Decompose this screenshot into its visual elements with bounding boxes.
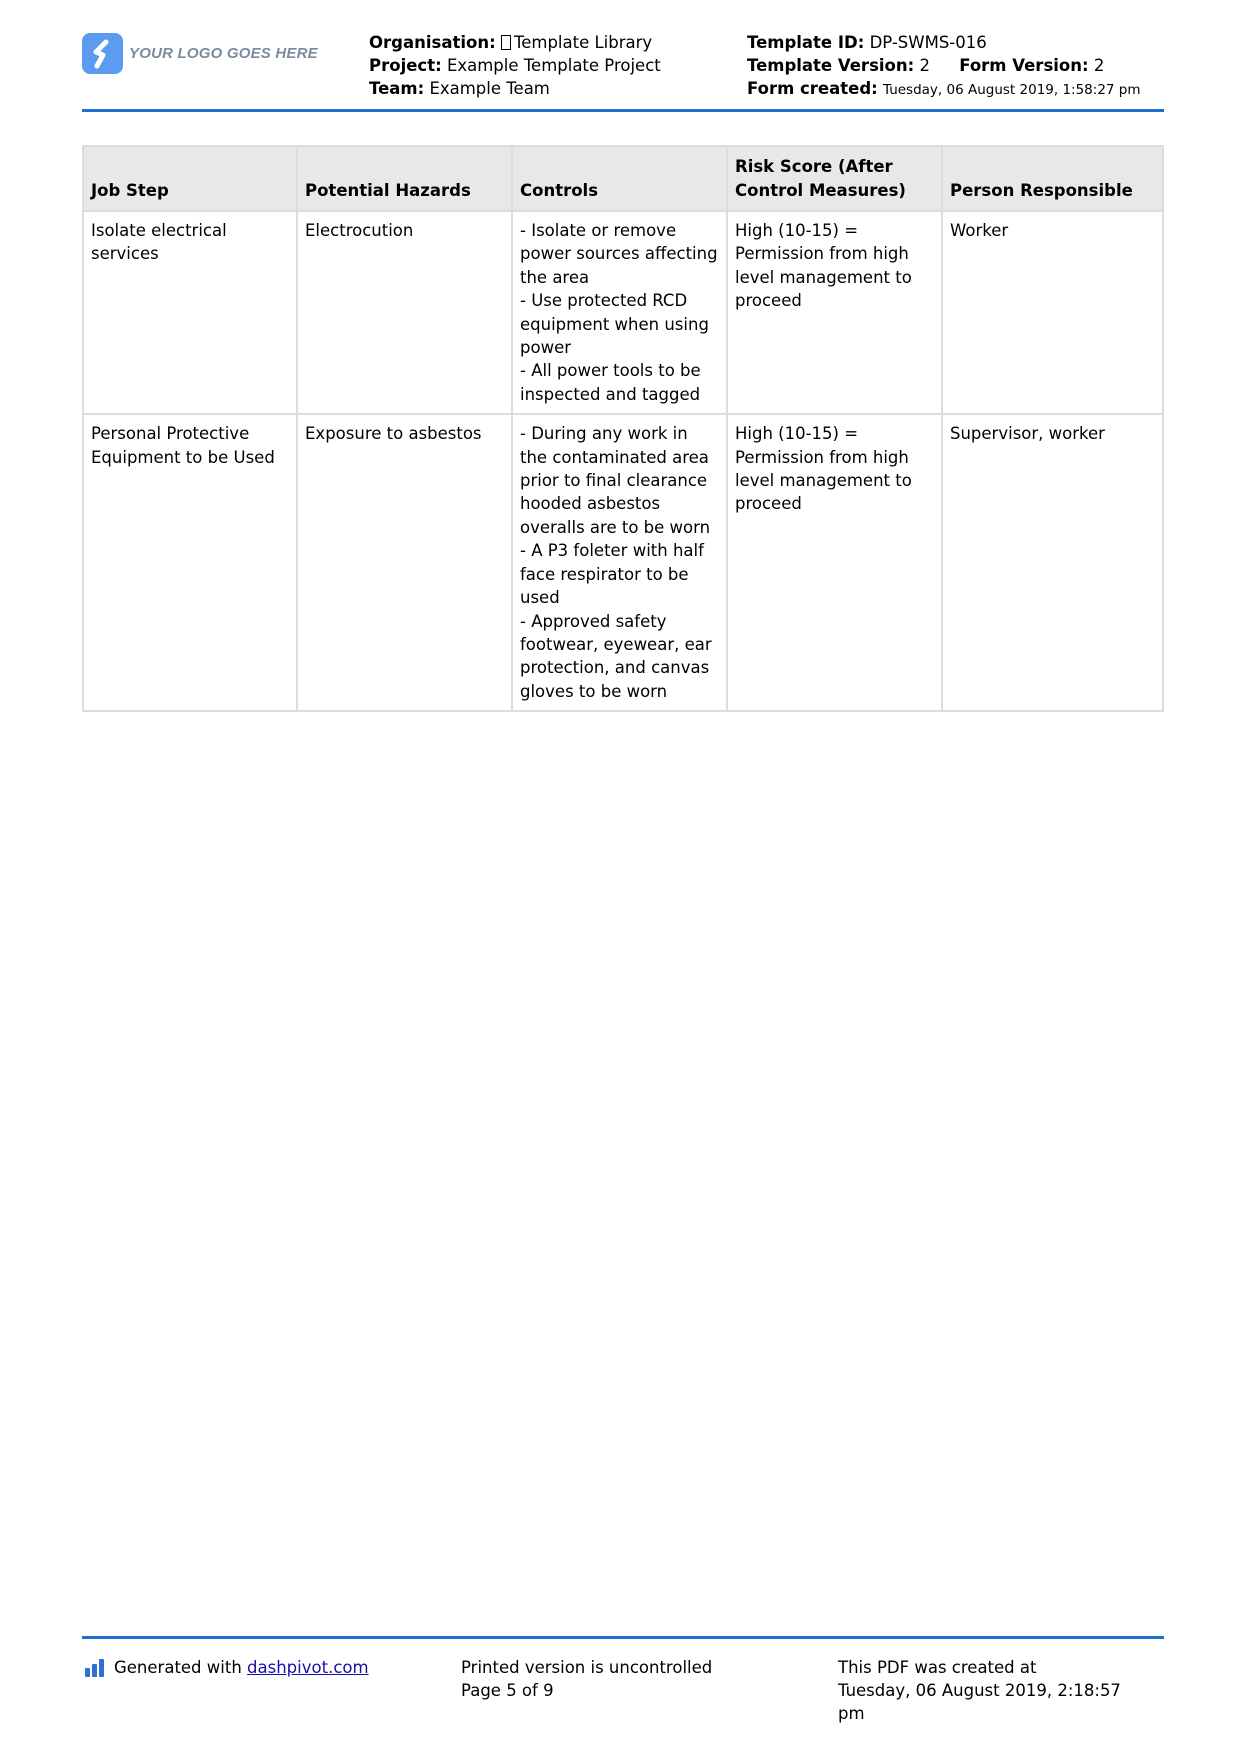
missing-glyph-icon: [501, 35, 511, 50]
template-version-value: 2: [919, 56, 930, 75]
hazards-cell: Electrocution: [297, 211, 512, 414]
project-line: [369, 54, 661, 77]
control-item: - A P3 foleter with half face respirator to be used: [520, 541, 704, 608]
column-header-controls: Controls: [512, 146, 727, 211]
person-responsible-cell: Supervisor, worker: [942, 414, 1163, 711]
job-step-cell: Isolate electrical services: [83, 211, 297, 414]
control-item: - During any work in the contaminated area prior to final clearance hooded asbestos overalls are to be worn: [520, 424, 711, 537]
control-item: - Isolate or remove power sources affecting the area: [520, 221, 718, 287]
organisation-line: [369, 31, 661, 54]
organisation-value: Template Library: [513, 33, 653, 52]
logo-icon: [82, 33, 123, 74]
team-line: [369, 77, 661, 100]
page-header: [82, 28, 1164, 112]
controls-cell: [512, 211, 727, 414]
form-created-label: Form created:: [747, 79, 878, 98]
project-label: Project:: [369, 56, 442, 75]
uncontrolled-notice: Printed version is uncontrolled: [461, 1658, 713, 1677]
hazards-cell: Exposure to asbestos: [297, 414, 512, 711]
logo-text: YOUR LOGO GOES HERE: [129, 45, 318, 62]
team-label: Team:: [369, 79, 425, 98]
dashpivot-link[interactable]: dashpivot.com: [247, 1658, 369, 1677]
control-item: - Use protected RCD equipment when using power: [520, 291, 709, 358]
control-item: - Approved safety footwear, eyewear, ear protection, and canvas gloves to be worn: [520, 611, 712, 701]
risk-score-cell: High (10-15) = Permission from high level management to proceed: [727, 211, 942, 414]
header-project-info: [369, 31, 661, 100]
page-number: Page 5 of 9: [461, 1681, 554, 1700]
table-header-row: [83, 146, 1163, 211]
print-notice: [461, 1656, 712, 1702]
person-responsible-cell: Worker: [942, 211, 1163, 414]
page-footer: [82, 1636, 1164, 1723]
column-header-risk-score: Risk Score (After Control Measures): [727, 146, 942, 211]
column-header-potential-hazards: Potential Hazards: [297, 146, 512, 211]
created-timestamp: Tuesday, 06 August 2019, 2:18:57 pm: [838, 1681, 1121, 1723]
pdf-created: [838, 1656, 1138, 1725]
form-version-value: 2: [1093, 56, 1105, 75]
generated-prefix: Generated with: [114, 1658, 242, 1677]
template-version-label: Template Version:: [747, 56, 915, 75]
team-value: Example Team: [429, 79, 550, 98]
table-row: [83, 211, 1163, 414]
job-safety-table: [82, 145, 1164, 712]
form-version-label: Form Version:: [959, 56, 1089, 75]
project-value: Example Template Project: [446, 56, 661, 75]
template-id-line: [747, 31, 1141, 54]
organisation-label: Organisation:: [369, 33, 496, 52]
company-logo: [82, 33, 318, 74]
risk-score-cell: High (10-15) = Permission from high level management to proceed: [727, 414, 942, 711]
template-id-value: DP-SWMS-016: [869, 33, 987, 52]
form-created-line: [747, 77, 1141, 102]
template-id-label: Template ID:: [747, 33, 865, 52]
generated-with: [85, 1656, 369, 1679]
column-header-person-responsible: Person Responsible: [942, 146, 1163, 211]
controls-cell: [512, 414, 727, 711]
header-template-info: [747, 31, 1141, 102]
control-item: - All power tools to be inspected and tagged: [520, 361, 701, 404]
column-header-job-step: Job Step: [83, 146, 297, 211]
created-prefix: This PDF was created at: [838, 1658, 1037, 1677]
dashpivot-bars-icon: [85, 1659, 106, 1677]
form-created-value: Tuesday, 06 August 2019, 1:58:27 pm: [883, 82, 1141, 98]
version-line: [747, 54, 1141, 77]
table-row: [83, 414, 1163, 711]
job-step-cell: Personal Protective Equipment to be Used: [83, 414, 297, 711]
